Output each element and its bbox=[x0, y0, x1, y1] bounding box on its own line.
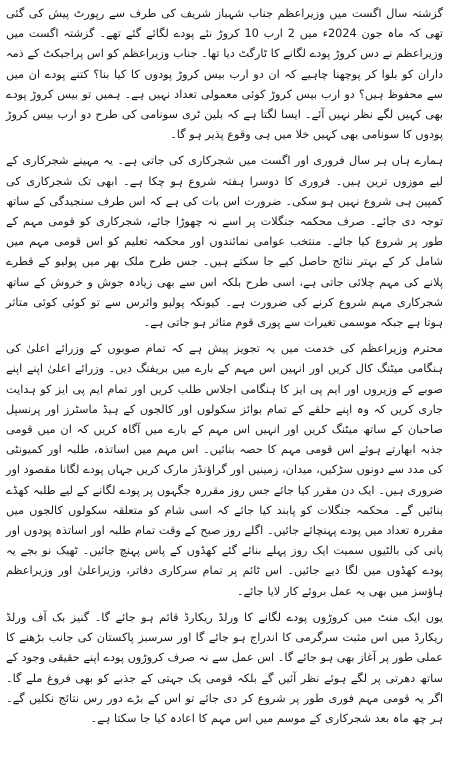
article-paragraph: ہمارے ہاں ہر سال فروری اور اگست میں شجرکاری کی جاتی ہے۔ یہ مہینے شجرکاری کے لیے موزوں ترین ہیں۔ فروری کا دوسرا ہفتہ شروع ہو چکا ہے۔ ابھی تک شجرکاری کی کمپین ہی شروع نہیں ہو سکی۔ ضرورت اس بات کی ہے کہ اس طرف سنجیدگی کے ساتھ توجہ دی جائے۔ صرف محکمہ جنگلات پر اسے نہ چھوڑا جائے، شجرکاری کو قومی مہم کے طور پر شروع کیا جائے۔ منتخب عوامی نمائندوں اور محکمہ تعلیم کو اس قومی مہم میں شامل کر کے بہتر نتائج حاصل کیے جا سکتے ہیں۔ جس طرح ملک بھر میں پولیو کے قطرے پلانے کی مہم چلائی جاتی ہے، اسی طرح بلکہ اس سے بھی زیادہ جوش و خروش کے ساتھ شجرکاری مہم شروع کرنے کی ضرورت ہے۔ کیونکہ پولیو وائرس سے تو کوئی کوئی متاثر ہوتا ہے جبکہ موسمی تغیرات سے پوری قوم متاثر ہو جاتی ہے۔ bbox=[6, 154, 443, 330]
article-paragraph: محترم وزیراعظم کی خدمت میں یہ تجویز پیش ہے کہ تمام صوبوں کے وزرائے اعلیٰ کی ہنگامی میٹنگ کال کریں اور انہیں اس مہم کے بارے میں بریفنگ دیں۔ وزرائے اعلیٰ اپنے اپنے صوبے کے وزیروں اور ایم پی ایز کا ہنگامی اجلاس طلب کریں اور تمام ایم پی ایز کو ہدایت جاری کریں کہ وہ اپنے حلقے کے تمام بوائز سکولوں اور کالجوں کے ہیڈ ماسٹرز اور پرنسپل صاحبان کے ساتھ میٹنگ کریں اور انہیں اس مہم کے بارے میں آگاہ کریں کہ ان میں قومی جذبہ ابھارتے ہوئے اس قومی مہم کا حصہ بنائیں۔ اس مہم میں اساتذہ، طلبہ اور کمیونٹی کی مدد سے دونوں سڑکیں، میدان، زمینیں اور گراؤنڈز مارک کریں جہاں پودے لگانا مقصود اور ضروری ہیں۔ ایک دن مقرر کیا جائے جس روز مقررہ جگہوں پر پودے لگانے کے لیے طلبہ کھڈے بنائیں گے۔ محکمہ جنگلات کو پابند کیا جائے کہ اسی شام کو متعلقہ سکولوں کالجوں میں مقررہ تعداد میں پودے پہنچائے جائیں۔ اگلے روز صبح کے وقت تمام طلبہ اور اساتذہ پودوں اور پانی کی بالٹیوں سمیت ایک روز پہلے بنائے گئے کھڈوں کے پاس پہنچ جائیں۔ ٹھیک نو بجے یہ پودے کھڈوں میں لگا دیے جائیں۔ اس ٹائم پر تمام سرکاری دفاتر، وزیراعلیٰ اور وزیراعظم ہاؤسز میں بھی یہ عمل بروئے کار لایا جائے۔ bbox=[6, 342, 443, 598]
article-paragraph: گزشتہ سال اگست میں وزیراعظم جناب شہباز شریف کی طرف سے رپورٹ پیش کی گئی تھی کہ ماہ جون 2024ء میں 2 ارب 10 کروڑ نئے پودے لگائے گئے تھے۔ گزشتہ اگست میں وزیراعظم نے دس کروڑ پودے لگانے کا ٹارگٹ دیا تھا۔ جناب وزیراعظم کو اس پراجیکٹ کے ذمہ داران کو بلوا کر پوچھنا چاہیے کہ ان دو ارب بیس کروڑ پودوں کا کیا بنا؟ کتنے پودے ان میں سے محفوظ ہیں؟ دو ارب بیس کروڑ کوئی معمولی تعداد نہیں ہے۔ ہمیں تو بیس کروڑ پودے بھی کہیں لگے نظر نہیں آئے۔ ایسا لگتا ہے کہ بلین ٹری سونامی کی طرح دو ارب بیس کروڑ پودوں کا سونامی بھی کہیں خلا میں ہی وقوع پذیر ہو گا۔ bbox=[6, 7, 444, 142]
article-paragraph: یوں ایک منٹ میں کروڑوں پودے لگانے کا ورلڈ ریکارڈ قائم ہو جائے گا۔ گنیز بک آف ورلڈ ریکارڈ میں اس مثبت سرگرمی کا اندراج ہو جائے گا اور سرسبز پاکستان کی جانب بڑھنے کا عملی طور پر آغاز بھی ہو جائے گا۔ اس عمل سے نہ صرف کروڑوں پودے اپنے حقیقی وجود کے ساتھ دھرتی پر لگے ہوئے نظر آئیں گے بلکہ قومی یک جہتی کے جذبے کو بھی فروغ ملے گا۔ اگر یہ قومی مہم فوری طور پر شروع کر دی جائے تو اس کے بڑے دور رس نتائج نکلیں گے۔ ہر چھ ماہ بعد شجرکاری کے موسم میں اس مہم کا اعادہ کیا جا سکتا ہے۔ bbox=[6, 610, 443, 725]
